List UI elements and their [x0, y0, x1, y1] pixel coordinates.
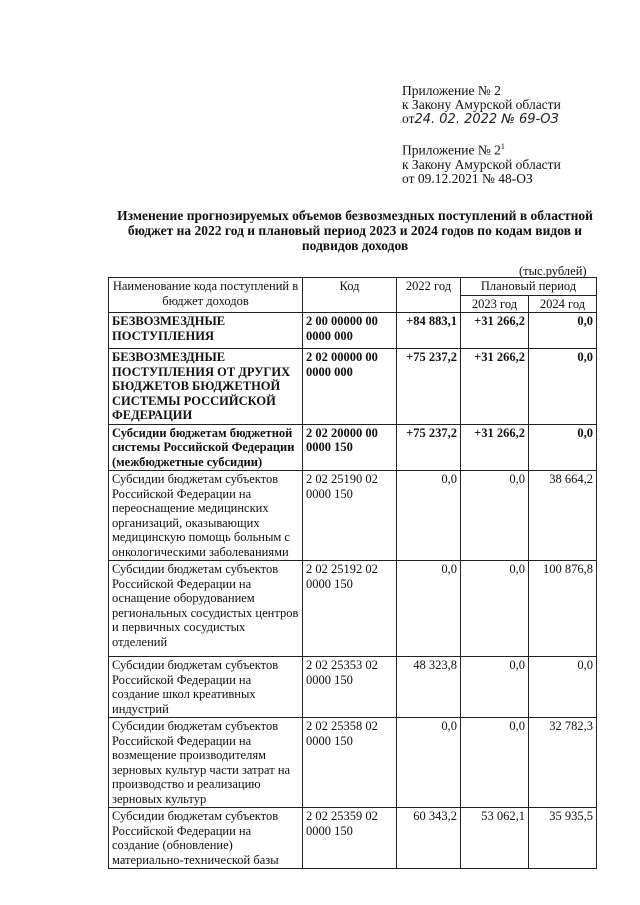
handwritten-date: 24. 02. 2022 № 69-ОЗ	[414, 112, 559, 127]
table-row	[109, 471, 597, 561]
cell-name: Субсидии бюджетам субъектов Российской Федерации на переоснащение медицинских организаций, оказывающих медицинскую помощь больным с онкологическими заболеваниями	[109, 471, 303, 561]
cell-2024: 100 876,8	[529, 561, 597, 657]
cell-2023: +31 266,2	[461, 313, 529, 349]
cell-2022: 0,0	[397, 471, 461, 561]
cell-name: БЕЗВОЗМЕЗДНЫЕ ПОСТУПЛЕНИЯ ОТ ДРУГИХ БЮДЖЕТОВ БЮДЖЕТНОЙ СИСТЕМЫ РОССИЙСКОЙ ФЕДЕРАЦИИ	[109, 349, 303, 425]
cell-2024: 0,0	[529, 424, 597, 471]
cell-2024: 0,0	[529, 313, 597, 349]
cell-name: Субсидии бюджетам бюджетной системы Российской Федерации (межбюджетные субсидии)	[109, 424, 303, 471]
cell-2022: 0,0	[397, 718, 461, 808]
cell-2024: 0,0	[529, 349, 597, 425]
law-date-line	[402, 112, 561, 127]
original-law-reference: к Закону Амурской области	[402, 156, 561, 172]
units-label: (тыс.рублей)	[519, 264, 587, 278]
header-code: Код	[303, 278, 397, 313]
cell-2023: 0,0	[461, 657, 529, 718]
table-row	[109, 657, 597, 718]
cell-code: 2 02 25353 02 0000 150	[303, 657, 397, 718]
cell-code: 2 00 00000 00 0000 000	[303, 313, 397, 349]
cell-code: 2 02 20000 00 0000 150	[303, 424, 397, 471]
cell-name: БЕЗВОЗМЕЗДНЫЕ ПОСТУПЛЕНИЯ	[109, 313, 303, 349]
header-plan-period: Плановый период	[461, 278, 597, 296]
table-row	[109, 424, 597, 471]
cell-2022: +75 237,2	[397, 424, 461, 471]
cell-2024: 38 664,2	[529, 471, 597, 561]
cell-2023: 0,0	[461, 561, 529, 657]
cell-2022: 60 343,2	[397, 808, 461, 869]
document-title: Изменение прогнозируемых объемов безвозмездных поступлений в областной бюджет на 2022 год и плановый период 2023 и 2024 годов по кодам видов и подвидов доходов	[117, 208, 593, 253]
appendix-header	[402, 84, 561, 127]
header-2024: 2024 год	[529, 295, 597, 313]
cell-2022: +75 237,2	[397, 349, 461, 425]
cell-code: 2 02 25192 02 0000 150	[303, 561, 397, 657]
table-body	[109, 313, 597, 869]
cell-code: 2 02 25358 02 0000 150	[303, 718, 397, 808]
header-2022: 2022 год	[397, 278, 461, 313]
table-row	[109, 313, 597, 349]
cell-2022: +84 883,1	[397, 313, 461, 349]
header-2023: 2023 год	[461, 295, 529, 313]
cell-2023: +31 266,2	[461, 349, 529, 425]
law-reference: к Закону Амурской области	[402, 97, 561, 112]
table-row	[109, 561, 597, 657]
original-appendix-number: Приложение № $2^1$	[402, 142, 505, 158]
cell-2022: 0,0	[397, 561, 461, 657]
revenue-table	[108, 277, 597, 869]
original-appendix-header	[402, 140, 561, 186]
appendix-superscript: 1	[500, 142, 505, 151]
cell-2024: 35 935,5	[529, 808, 597, 869]
cell-2022: 48 323,8	[397, 657, 461, 718]
cell-2024: 32 782,3	[529, 718, 597, 808]
cell-code: 2 02 25190 02 0000 150	[303, 471, 397, 561]
appendix-number: Приложение № 2	[402, 83, 501, 98]
cell-name: Субсидии бюджетам субъектов Российской Федерации на оснащение оборудованием региональных сосудистых центров и первичных сосудистых отделений	[109, 561, 303, 657]
table-row	[109, 808, 597, 869]
table-header-row	[109, 278, 597, 296]
cell-name: Субсидии бюджетам субъектов Российской Федерации на создание школ креативных индустрий	[109, 657, 303, 718]
date-prefix: от	[402, 111, 415, 126]
cell-code: 2 02 25359 02 0000 150	[303, 808, 397, 869]
cell-2023: +31 266,2	[461, 424, 529, 471]
header-name: Наименование кода поступлений в бюджет доходов	[109, 278, 303, 313]
cell-2023: 0,0	[461, 718, 529, 808]
cell-2024: 0,0	[529, 657, 597, 718]
cell-name: Субсидии бюджетам субъектов Российской Федерации на возмещение производителям зерновых культур части затрат на производство и реализацию зерновых культур	[109, 718, 303, 808]
cell-name: Субсидии бюджетам субъектов Российской Федерации на создание (обновление) материально-технической базы	[109, 808, 303, 869]
cell-2023: 53 062,1	[461, 808, 529, 869]
cell-code: 2 02 00000 00 0000 000	[303, 349, 397, 425]
cell-2023: 0,0	[461, 471, 529, 561]
table-row	[109, 349, 597, 425]
original-law-date: от 09.12.2021 № 48-ОЗ	[402, 170, 533, 186]
table-row	[109, 718, 597, 808]
